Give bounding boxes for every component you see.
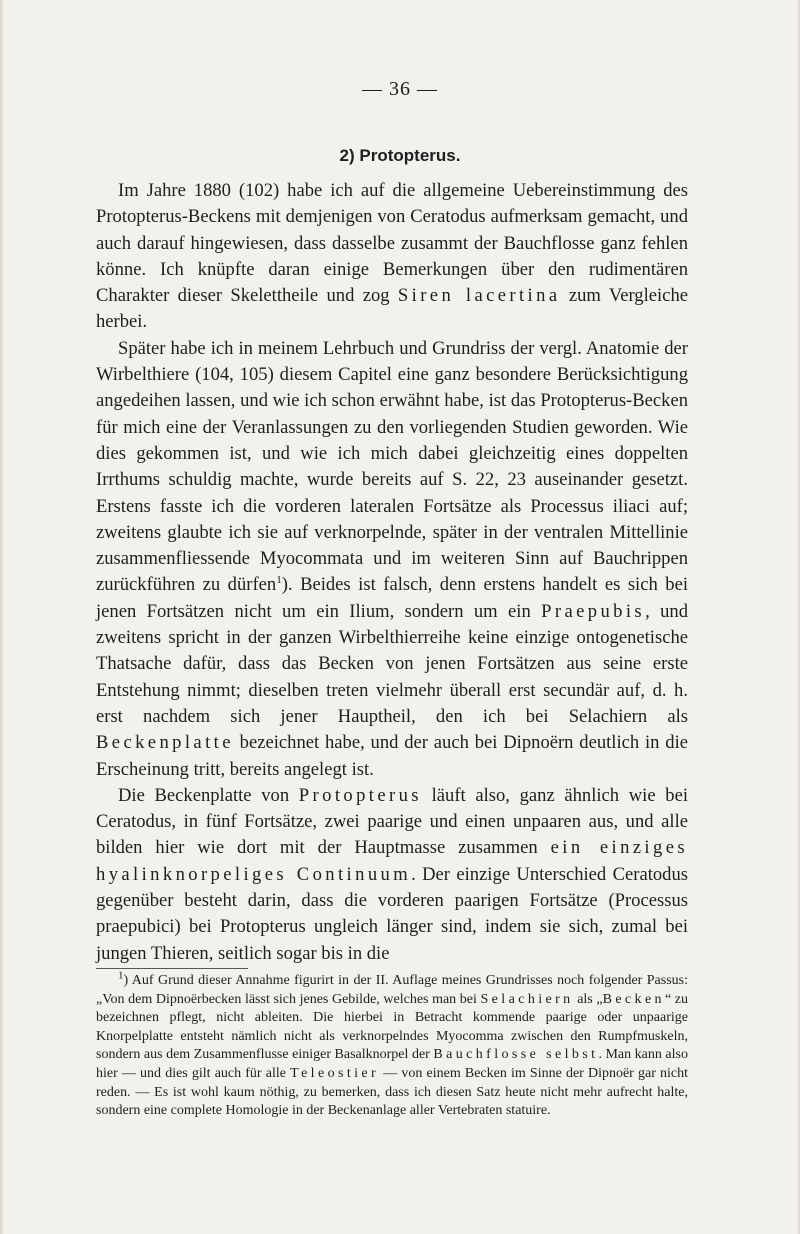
text-run: bezeichnet habe, und der auch bei Dipnoërn deutlich in die Erscheinung tritt, bereits angelegt ist. <box>96 732 688 780</box>
page-edge-left <box>0 0 4 1234</box>
spaced-term: Selachiern <box>480 991 574 1007</box>
spaced-term: ein einziges hyalinknorpeliges Continuum <box>96 837 688 885</box>
spaced-term: Becken <box>602 991 665 1007</box>
text-run: ) Auf Grund dieser Annahme figurirt in der II. Auflage meines Grundrisses noch folgender Passus: „Von dem Dipnoërbecken lässt sich jenes Gebilde, welches man bei <box>96 973 688 1007</box>
paragraph-3 <box>96 783 688 967</box>
spaced-term: Siren lacertina <box>397 285 561 307</box>
spaced-term: Beckenplatte <box>96 732 234 754</box>
text-run: Die Beckenplatte von <box>118 784 299 806</box>
text-run: Später habe ich in meinem Lehrbuch und Grundriss der vergl. Anatomie der Wirbelthiere (104, 105) diesem Capitel eine ganz besondere Berücksichtigung angedeihen lassen, und wie ich schon erwähnt habe, ist das Protopterus-Becken für mich eine der Veranlassungen zu den vorliegenden Studien geworden. Wie dies gekommen ist, und wie ich mich dabei gleichzeitig eines doppelten Irrthums schuldig machte, wurde bereits auf S. 22, 23 auseinander gesetzt. Erstens fasste ich die vorderen lateralen Fortsätze als Processus iliaci auf; zweitens glaubte ich sie auf verknorpelnde, später in der ventralen Mittellinie zusammenfliessende Myocommata und im weiteren Sinn auf Bauchrippen zurückführen zu dürfen <box>96 337 688 596</box>
text-run: “ zu bezeichnen pflegt, nicht ableiten. Die hierbei in Betracht kommende paarige oder unpaarige Knorpelplatte entsteht nämlich nicht als verknorpelndes Myocomma zwischen den Rumpfmuskeln, sondern aus dem Zusammenflusse einiger Basalknorpel der <box>96 991 688 1063</box>
text-run: Im Jahre 1880 (102) habe ich auf die allgemeine Uebereinstimmung des Protopterus-Beckens mit demjenigen von Ceratodus aufmerksam gemacht, und auch darauf hingewiesen, dass dasselbe zusammt der Bauchflosse ganz fehlen könne. Ich knüpfte daran einige Bemerkungen über den rudimentären Charakter dieser Skelettheile und zog <box>96 180 688 307</box>
footnote-paragraph <box>96 969 688 1121</box>
page-number: — 36 — <box>362 78 438 100</box>
spaced-term: Praepubis <box>541 600 646 622</box>
section-title: 2) Protopterus. <box>339 146 461 165</box>
footnote <box>96 969 688 1121</box>
text-run: läuft also, ganz ähnlich wie bei Ceratodus, in fünf Fortsätze, zwei paarige und einen unpaaren aus, und alle bilden hier wie dort mit der Hauptmasse zusammen <box>96 784 688 859</box>
footnote-marker: 1 <box>118 969 124 982</box>
text-run: . Man kann also hier — und dies gilt auch für alle <box>96 1047 688 1081</box>
body-text <box>96 178 688 967</box>
paragraph-2 <box>96 336 688 783</box>
spaced-term: Protopterus <box>298 784 422 806</box>
text-run: , und zweitens spricht in der ganzen Wirbelthierreihe keine einzige ontogenetische Thatsache dafür, dass das Becken von jenen Fortsätzen aus seine erste Entstehung nimmt; dieselben treten vielmehr überall erst secundär auf, d. h. erst nachdem sich jener Hauptheil, den ich bei Selachiern als <box>96 600 689 727</box>
text-run: zum Vergleiche herbei. <box>96 285 688 333</box>
spaced-term: Teleostier <box>290 1065 380 1081</box>
spaced-term: Bauchflosse selbst <box>433 1047 599 1063</box>
text-run: — von einem Becken im Sinne der Dipnoër gar nicht reden. — Es ist wohl kaum nöthig, zu bemerken, dass ich diesen Satz heute nicht mehr aufrecht halte, sondern eine complete Homologie in der Beckenanlage aller Vertebraten statuire. <box>96 1065 688 1119</box>
text-run: als „ <box>573 991 603 1007</box>
footnote-marker: 1 <box>276 574 282 587</box>
text-run: . Der einzige Unterschied Ceratodus gegenüber besteht darin, dass die vorderen paarigen Fortsätze (Processus praepubici) bei Protopterus ungleich länger sind, indem sie sich, zumal bei jungen Thieren, seitlich sogar bis in die <box>96 863 688 964</box>
paragraph-1 <box>96 178 688 336</box>
text-run: ). Beides ist falsch, denn erstens handelt es sich bei jenen Fortsätzen nicht um ein Ilium, sondern um ein <box>96 574 688 622</box>
